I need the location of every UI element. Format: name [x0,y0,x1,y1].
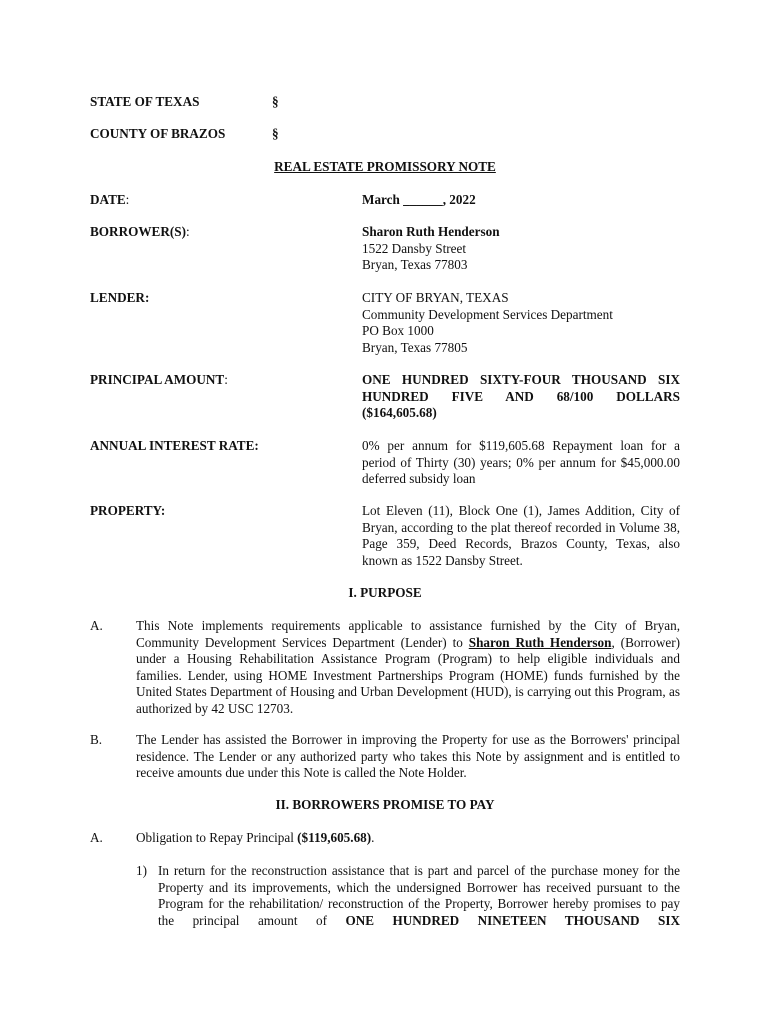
document-title: REAL ESTATE PROMISSORY NOTE [274,159,496,174]
lender-block [362,290,682,356]
section-symbol-county: § [272,126,279,141]
borrower-block [362,224,682,274]
borrower-name-inline: Sharon Ruth Henderson [468,634,612,650]
repay-principal-amount: ($119,605.68) [297,830,372,845]
item-1-bold-amount: ONE HUNDRED NINETEEN THOUSAND SIX [345,912,680,928]
item-1-marker: 1) [136,863,147,878]
principal-label: PRINCIPAL AMOUNT: [90,372,228,387]
borrower-name: Sharon Ruth Henderson [362,224,500,239]
interest-label: ANNUAL INTEREST RATE: [90,438,259,453]
interest-value: 0% per annum for $119,605.68 Repayment loan for a period of Thirty (30) years; 0% per annum for $45,000.00 deferred subsidy loan [362,438,680,486]
item-1-paragraph: In return for the reconstruction assistance that is part and parcel of the purchase money for the Property and its improvements, which the undersigned Borrower has received pursuant to the Program for the rehabilitation/ reconstruction of the Property, Borrower hereby promises to pay the principal amount of ONE HUNDRED NINETEEN THOUSAND SIX [158,863,680,928]
lender-line4: Bryan, Texas 77805 [362,339,468,355]
lender-line1: CITY OF BRYAN, TEXAS [362,290,509,305]
county-label: COUNTY OF BRAZOS [90,126,226,141]
borrower-address-line1: 1522 Dansby Street [362,240,467,256]
section-2a-heading: Obligation to Repay Principal ($119,605.68). [136,830,375,845]
lender-line2: Community Development Services Department [362,306,613,322]
principal-line2: HUNDRED FIVE AND 68/100 DOLLARS [362,388,680,404]
section-1-heading: I. PURPOSE [348,585,422,600]
property-value: Lot Eleven (11), Block One (1), James Addition, City of Bryan, according to the plat thereof recorded in Volume 38, Page 359, Deed Records, Brazos County, Texas, also known as 1522 Dansby Street. [362,503,680,568]
date-value: March ______, 2022 [362,192,476,207]
section-symbol-state: § [272,94,279,109]
section-2-heading: II. BORROWERS PROMISE TO PAY [275,797,495,812]
property-label: PROPERTY: [90,503,166,518]
lender-label: LENDER: [90,290,150,305]
borrower-address-line2: Bryan, Texas 77803 [362,257,468,272]
borrower-label: BORROWER(S): [90,224,190,239]
principal-line3: ($164,605.68) [362,405,437,420]
section-1b-paragraph: The Lender has assisted the Borrower in improving the Property for use as the Borrowers' principal residence. The Lender or any authorized party who takes this Note by assignment and is entitled to receive amounts due under this Note is called the Note Holder. [136,732,680,780]
section-1b-marker: B. [90,732,103,747]
date-label: DATE: [90,192,130,207]
principal-line1: ONE HUNDRED SIXTY-FOUR THOUSAND SIX [362,372,680,387]
lender-line3: PO Box 1000 [362,323,434,338]
principal-value [362,372,680,422]
section-2a-marker: A. [90,830,103,845]
section-1a-paragraph: This Note implements requirements applicable to assistance furnished by the City of Bryan, Community Development Services Department (Lender) to Sharon Ruth Henderson, (Borrower) under a Housing Rehabilitation Assistance Program (Program) to help eligible individuals and families. Lender, using HOME Investment Partnerships Program (HOME) funds furnished by the United States Department of Housing and Urban Development (HUD), is carrying out this Program, as authorized by 42 USC 12703. [136,618,680,716]
section-1a-marker: A. [90,618,103,633]
state-label: STATE OF TEXAS [90,94,200,109]
